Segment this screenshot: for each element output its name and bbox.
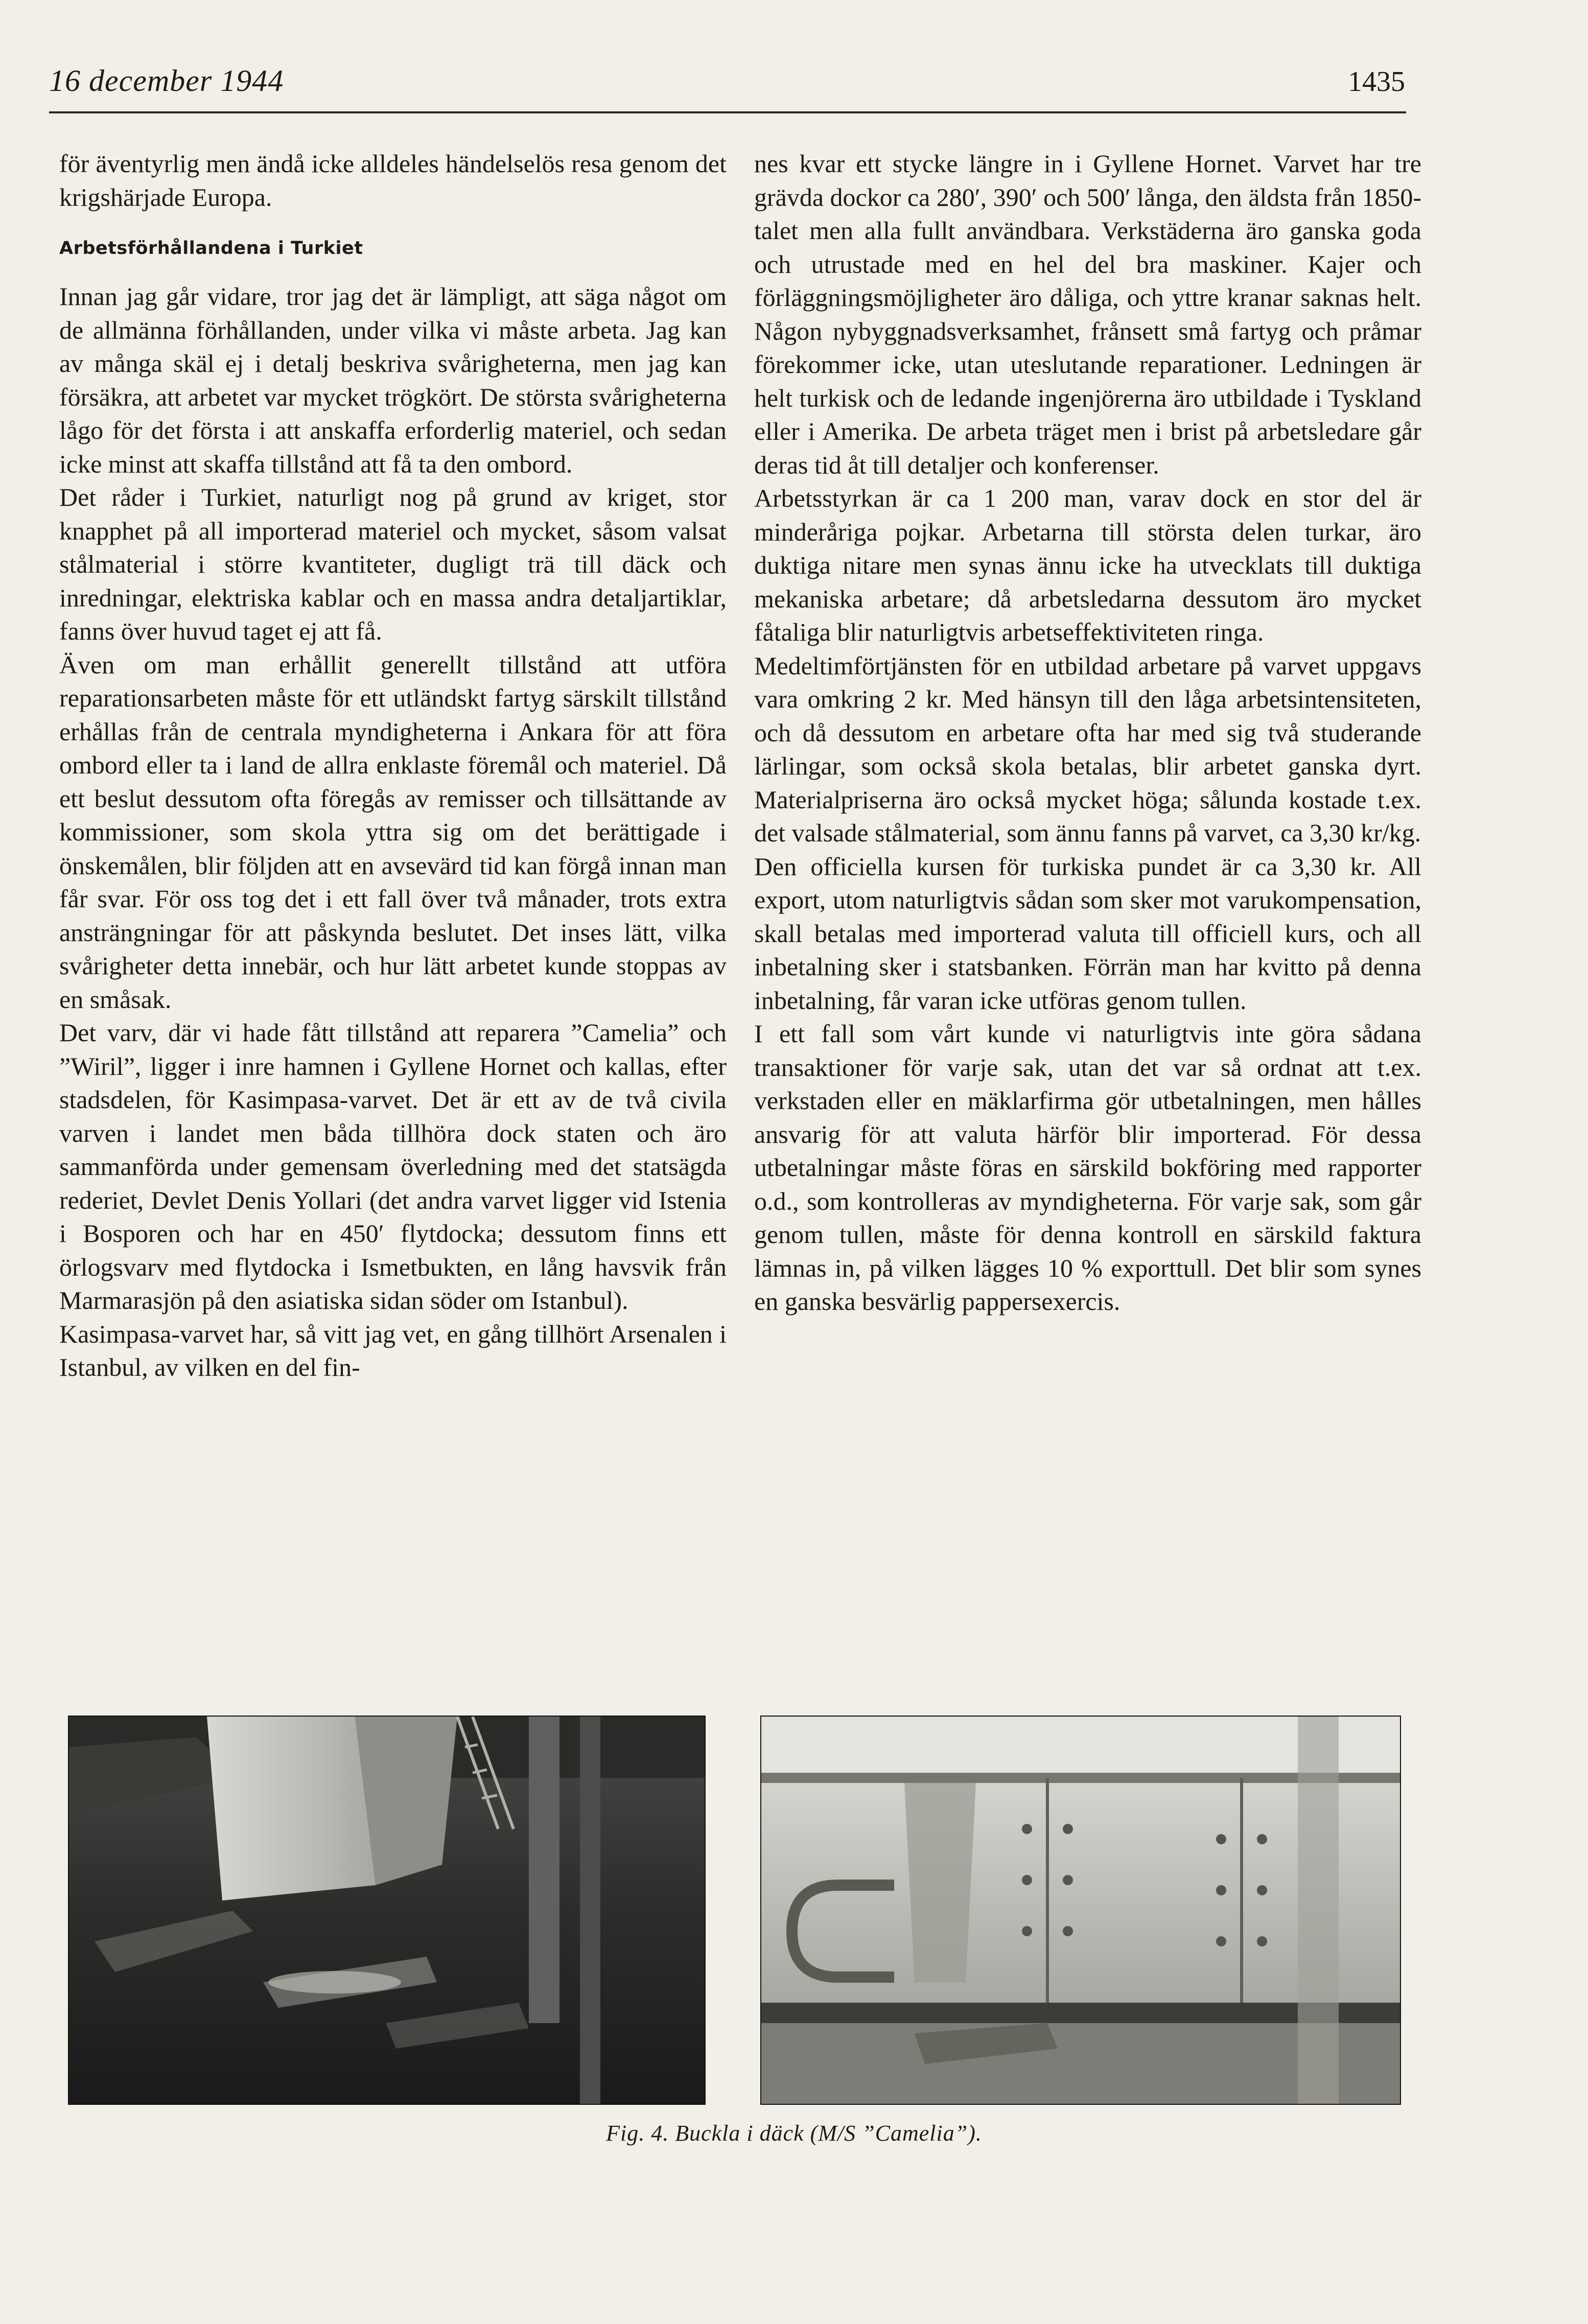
intro-paragraph: för äventyrlig men ändå icke alldeles händelselös resa genom det krigshärjade Europa.: [59, 149, 727, 212]
paragraph: Det varv, där vi hade fått tillstånd att reparera ”Camelia” och ”Wiril”, ligger i inre hamnen i Gyllene Hornet och kallas, efter stadsdelen, för Kasimpasa-varvet. Det är ett av de två civila varven i landet men båda tillhöra dock staten och äro sammanförda under gemensam överledning med det statsägda rederiet, Devlet Denis Yollari (det andra varvet ligger vid Istenia i Bosporen och har en 450′ flytdocka; dessutom finns ett örlogsvarv med flytdocka i Ismetbukten, en lång havsvik från Marmarasjön på den asiatiska sidan söder om Istanbul).: [59, 1018, 727, 1314]
paragraph: Kasimpasa-varvet har, så vitt jag vet, en gång tillhört Arsenalen i Istanbul, av vilken en del fin-: [59, 1319, 727, 1381]
paragraph: Innan jag går vidare, tror jag det är lämpligt, att säga något om de allmänna förhållanden, under vilka vi måste arbeta. Jag kan av många skäl ej i detalj beskriva svårigheterna, men jag kan försäkra, att arbetet var mycket trögkört. De största svårigheterna lågo för det första i att anskaffa erforderlig materiel, och sedan icke minst att skaffa tillstånd att få ta den ombord.: [59, 282, 727, 478]
header-divider: [49, 111, 1406, 113]
paragraph: I ett fall som vårt kunde vi naturligtvis inte göra sådana transaktioner för varje sak, utan det var så ordnat att t.ex. verkstaden eller en mäklarfirma gör utbetalningen, men hålles ansvarig för att valuta härför blir importerad. För dessa utbetalningar måste föras en särskild bokföring med rapporter o.d., som kontrolleras av myndigheterna. För varje sak, som går genom tullen, måste för denna kontroll en särskild faktura lämnas in, på vilken lägges 10 % exporttull. Det blir som synes en ganska besvärlig pappersexercis.: [754, 1019, 1421, 1316]
deck-dent-photo-right: [760, 1716, 1401, 2105]
left-column: [59, 147, 727, 1384]
page-number: 1435: [1348, 66, 1405, 98]
page-date: 16 december 1944: [49, 64, 284, 98]
paragraph: Även om man erhållit generellt tillstånd att utföra reparationsarbeten måste för ett utländskt fartyg särskilt tillstånd erhållas från de centrala myndigheterna i Ankara för att föra ombord eller ta i land de allra enklaste föremål och materiel. Då ett beslut dessutom ofta föregås av remisser och tillsättande av kommissioner, som skola yttra sig om det berättigade i önskemålen, blir följden att en avsevärd tid kan förgå innan man får svar. För oss tog det i ett fall över två månader, trots extra ansträngningar för att påskynda beslutet. Det inses lätt, vilka svårigheter detta innebär, och hur lätt arbetet kunde stoppas av en småsak.: [59, 650, 727, 1014]
figure-caption: Fig. 4. Buckla i däck (M/S ”Camelia”).: [606, 2121, 982, 2146]
paragraph: Medeltimförtjänsten för en utbildad arbetare på varvet uppgavs vara omkring 2 kr. Med hänsyn till den låga arbetsintensiteten, och då dessutom en arbetare ofta har med sig två studerande lärlingar, som också skola betalas, blir arbetet ganska dyrt. Materialpriserna äro också mycket höga; sålunda kostade t.ex. det valsade stålmaterial, som ännu fanns på varvet, ca 3,30 kr/kg.: [754, 651, 1421, 847]
paragraph: Arbetsstyrkan är ca 1 200 man, varav dock en stor del är minderåriga pojkar. Arbetarna till största delen turkar, äro duktiga nitare men synas ännu icke ha utvecklats till duktiga mekaniska arbetare; då arbetsledarna dessutom äro mycket fåtaliga blir naturligtvis arbetseffektiviteten ringa.: [754, 484, 1421, 646]
section-heading: Arbetsförhållandena i Turkiet: [59, 238, 363, 259]
paragraph: nes kvar ett stycke längre in i Gyllene Hornet. Varvet har tre grävda dockor ca 280′, 390′ och 500′ långa, den äldsta från 1850-talet men alla fullt användbara. Verkstäderna äro ganska goda och utrustade med en hel del bra maskiner. Kajer och förläggningsmöjligheter äro dåliga, och yttre kranar saknas helt. Någon nybyggnadsverksamhet, frånsett små fartyg och pråmar förekommer icke, utan uteslutande reparationer. Ledningen är helt turkisk och de ledande ingenjörerna äro utbildade i Tyskland eller i Amerika. De arbeta träget men i brist på arbetsledare går deras tid åt till detaljer och konferenser.: [754, 149, 1422, 479]
paragraph: Den officiella kursen för turkiska pundet är ca 3,30 kr. All export, utom naturligtvis sådan som sker mot varukompensation, skall betalas med importerad valuta till officiell kurs, och all inbetalning sker i statsbanken. Förrän man har kvitto på denna inbetalning, får varan icke utföras genom tullen.: [754, 852, 1421, 1015]
deck-dent-photo-left: [68, 1716, 706, 2105]
right-column: [754, 147, 1421, 1319]
paragraph: Det råder i Turkiet, naturligt nog på grund av kriget, stor knapphet på all importerad materiel och mycket, såsom valsat stålmaterial i större kvantiteter, dugligt trä till däck och inredningar, elektriska kablar och en massa andra detaljartiklar, fanns över huvud taget ej att få.: [59, 483, 727, 645]
